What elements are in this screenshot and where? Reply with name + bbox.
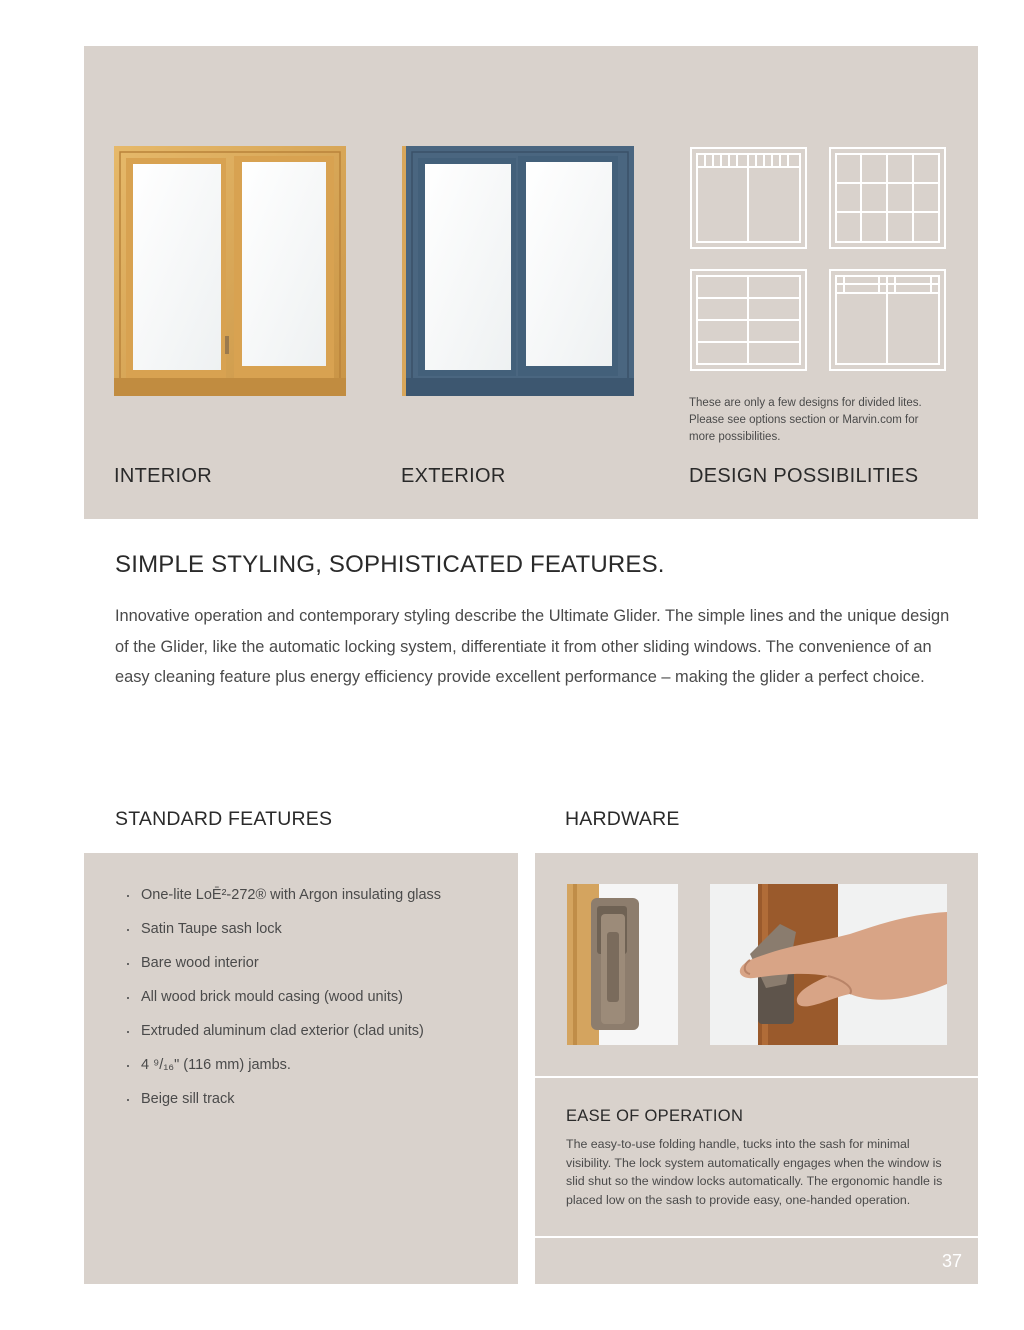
standard-features-title: STANDARD FEATURES bbox=[115, 808, 333, 830]
list-item: · One-lite LoĒ²-272® with Argon insulating glass bbox=[125, 884, 441, 918]
product-views-panel bbox=[84, 46, 978, 519]
list-item: · All wood brick mould casing (wood units) bbox=[125, 986, 441, 1020]
divided-lite-design-2 bbox=[830, 148, 945, 248]
exterior-caption: EXTERIOR bbox=[401, 465, 506, 487]
design-note-line: more possibilities. bbox=[689, 431, 781, 443]
list-item: · Bare wood interior bbox=[125, 952, 441, 986]
interior-caption: INTERIOR bbox=[114, 465, 212, 487]
list-item: · Extruded aluminum clad exterior (clad units) bbox=[125, 1020, 441, 1054]
divided-lite-design-3 bbox=[691, 270, 806, 370]
design-note-line: Please see options section or Marvin.com for bbox=[689, 414, 919, 426]
ease-of-operation-title: EASE OF OPERATION bbox=[566, 1107, 744, 1125]
sash-handle-image bbox=[567, 884, 678, 1045]
hand-operating-handle-image bbox=[710, 884, 947, 1045]
hardware-panel bbox=[535, 853, 978, 1284]
exterior-window-image bbox=[402, 146, 634, 398]
design-possibilities-caption: DESIGN POSSIBILITIES bbox=[689, 465, 919, 487]
divided-lite-design-1 bbox=[691, 148, 806, 248]
divided-lite-designs bbox=[690, 147, 947, 372]
list-item: · 4 ⁹/₁₆" (116 mm) jambs. bbox=[125, 1054, 441, 1088]
divider bbox=[535, 1236, 978, 1238]
page-number: 37 bbox=[941, 1251, 962, 1271]
ease-of-operation-text: The easy-to-use folding handle, tucks into the sash for minimal visibility. The lock system automatically engages when the window is slid shut so the window locks automatically. The ergonomic handle is placed low on the sash to provide easy, one-handed operation. bbox=[566, 1137, 943, 1207]
list-item: · Satin Taupe sash lock bbox=[125, 918, 441, 952]
standard-features-panel bbox=[84, 853, 518, 1284]
design-note-line: These are only a few designs for divided lites. bbox=[689, 397, 922, 409]
intro-paragraph: Innovative operation and contemporary styling describe the Ultimate Glider. The simple lines and the unique design of the Glider, like the automatic locking system, differentiate it from other sliding windows. The convenience of an easy cleaning feature plus energy efficiency provide excellent performance – making the glider a perfect choice. bbox=[115, 607, 950, 686]
features-list bbox=[125, 884, 441, 1122]
divided-lite-design-4 bbox=[830, 270, 945, 370]
design-note bbox=[689, 395, 969, 446]
page-title: SIMPLE STYLING, SOPHISTICATED FEATURES. bbox=[115, 551, 665, 578]
hardware-title: HARDWARE bbox=[565, 808, 680, 830]
interior-window-image bbox=[114, 146, 346, 398]
divider bbox=[535, 1076, 978, 1078]
list-item: · Beige sill track bbox=[125, 1088, 441, 1122]
